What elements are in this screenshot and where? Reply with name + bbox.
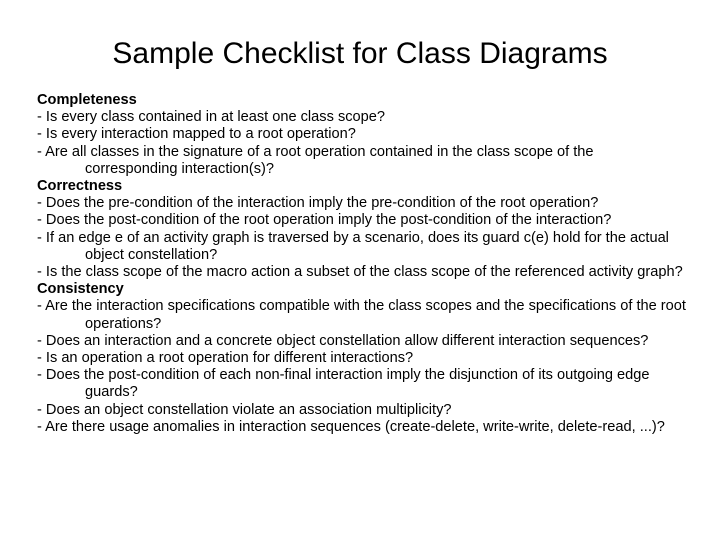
section-completeness [37, 92, 687, 178]
checklist-item: - Is the class scope of the macro action a subset of the class scope of the referenced activity graph? [37, 264, 683, 281]
checklist-body [37, 92, 687, 436]
checklist-item: - Does the pre-condition of the interaction imply the pre-condition of the root operation? [37, 195, 599, 212]
checklist-items [37, 298, 687, 436]
checklist-item: - Does an interaction and a concrete object constellation allow different interaction sequences? [37, 332, 649, 349]
checklist-item: - Does the post-condition of each non-final interaction imply the disjunction of its outgoing edge guards? [37, 367, 650, 401]
checklist-item: - Does an object constellation violate an association multiplicity? [37, 401, 452, 418]
checklist-items [37, 109, 687, 178]
checklist-item: - Are there usage anomalies in interaction sequences (create-delete, write-write, delete-read, ...)? [37, 418, 665, 435]
section-consistency [37, 281, 687, 436]
checklist-item: - Are all classes in the signature of a root operation contained in the class scope of the corresponding interaction(s)? [37, 143, 594, 177]
checklist-item: - Is every interaction mapped to a root operation? [37, 126, 356, 143]
checklist-item: - Are the interaction specifications compatible with the class scopes and the specifications of the root operations? [37, 298, 686, 332]
section-heading: Correctness [37, 178, 123, 195]
slide-title: Sample Checklist for Class Diagrams [112, 37, 608, 70]
checklist-item: - Is an operation a root operation for different interactions? [37, 350, 414, 367]
checklist-items [37, 195, 687, 281]
section-heading: Consistency [37, 281, 124, 298]
checklist-item: - If an edge e of an activity graph is traversed by a scenario, does its guard c(e) hold for the actual object constellation? [37, 229, 669, 263]
checklist-item: - Is every class contained in at least one class scope? [37, 109, 385, 126]
section-heading: Completeness [37, 92, 137, 108]
section-correctness [37, 178, 687, 281]
checklist-item: - Does the post-condition of the root operation imply the post-condition of the interaction? [37, 212, 612, 229]
